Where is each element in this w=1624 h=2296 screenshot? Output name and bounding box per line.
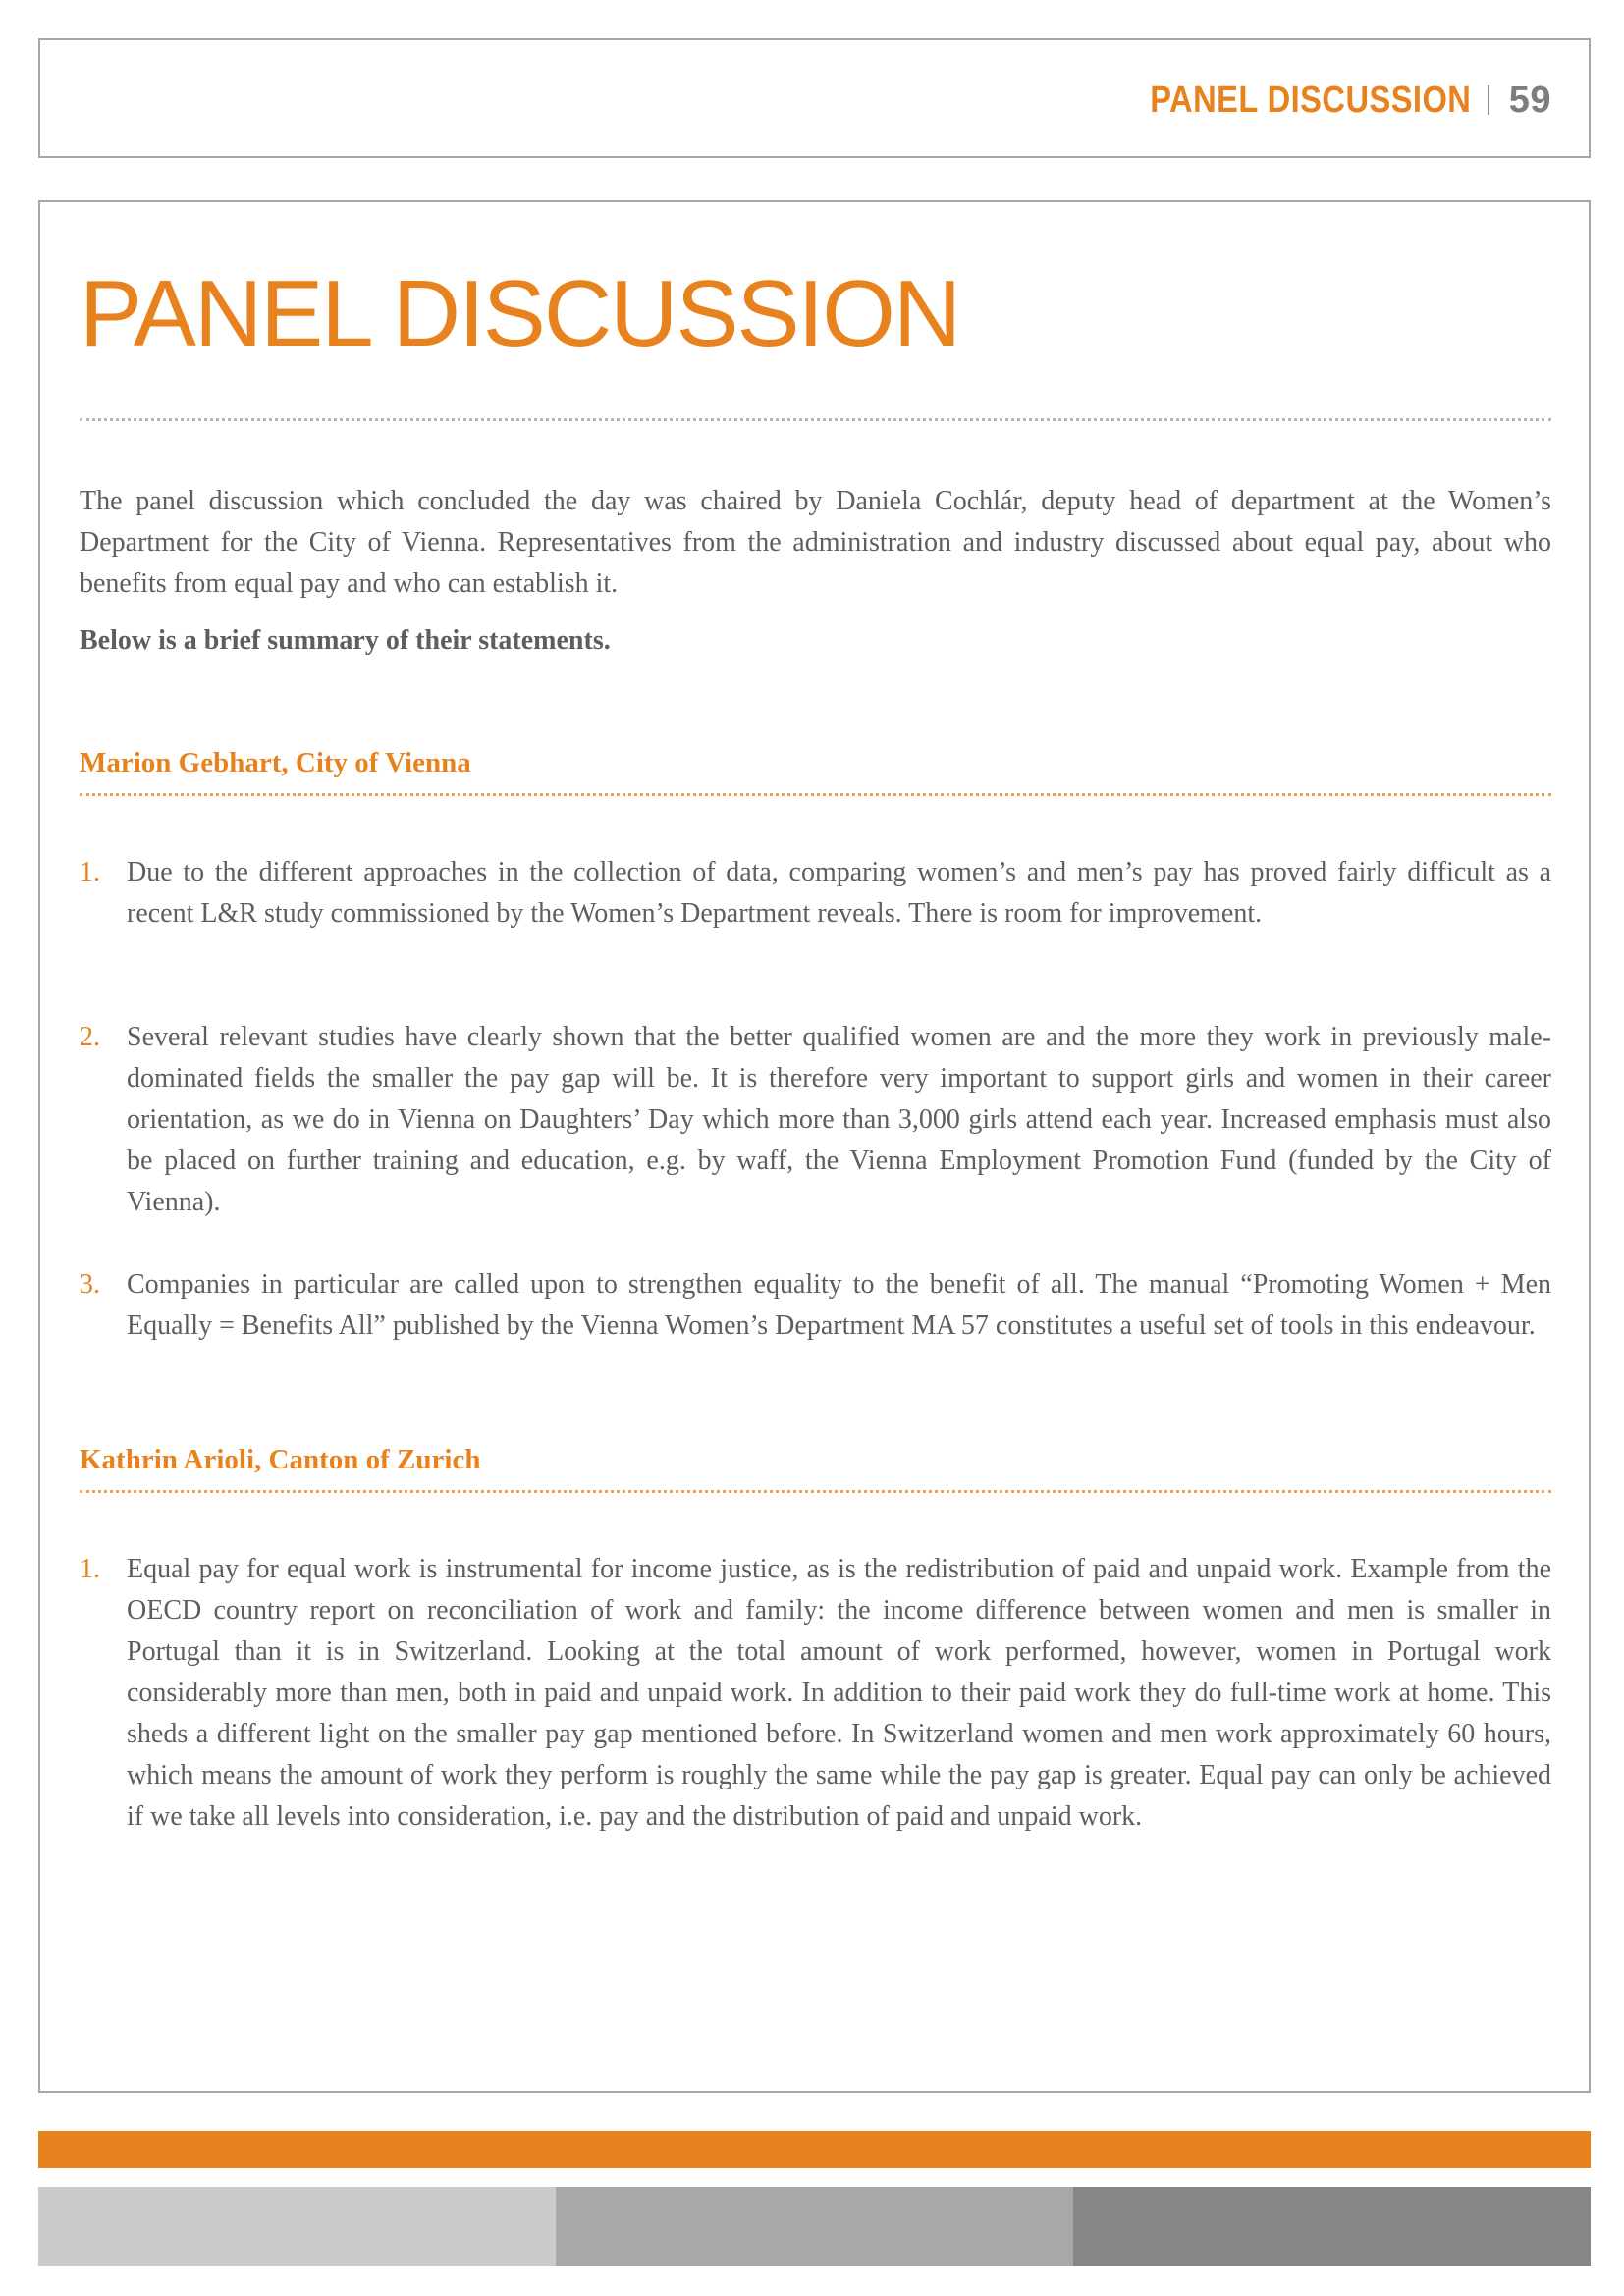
intro-paragraph: The panel discussion which concluded the day was chaired by Daniela Cochlár, deputy head of department at the Women’s Department for the City of Vienna. Representatives from the administration and industry discussed about equal pay, about who benefits from equal pay and who can establish it. [80, 486, 1551, 599]
list-item [80, 1264, 1551, 1347]
list-number: 2. [80, 1022, 100, 1052]
summary-label: Below is a brief summary of their statements. [80, 625, 611, 656]
list-text: Due to the different approaches in the collection of data, comparing women’s and men’s pay has proved fairly difficult as a recent L&R study commissioned by the Women’s Department reveals. There is room for improvement. [127, 857, 1551, 929]
page-title: PANEL DISCUSSION [80, 261, 960, 366]
list-item [80, 852, 1551, 934]
list-number: 3. [80, 1269, 100, 1300]
list-number: 1. [80, 1554, 100, 1584]
footer-bar-dark [1073, 2187, 1591, 2266]
speaker-divider [80, 793, 1551, 796]
list-number: 1. [80, 857, 100, 887]
list-text: Several relevant studies have clearly shown that the better qualified women are and the more they work in previously male-dominated fields the smaller the pay gap will be. It is therefore very important to support girls and women in their career orientation, as we do in Vienna on Daughters’ Day which more than 3,000 girls attend each year. Increased emphasis must also be placed on further training and education, e.g. by waff, the Vienna Employment Promotion Fund (funded by the City of Vienna). [127, 1022, 1551, 1217]
running-head [1098, 81, 1551, 119]
list-text: Companies in particular are called upon to strengthen equality to the benefit of all. The manual “Promoting Women + Men Equally = Benefits All” published by the Vienna Women’s Department MA 57 constitutes a useful set of tools in this endeavour. [127, 1269, 1551, 1341]
speaker-heading: Kathrin Arioli, Canton of Zurich [80, 1444, 481, 1475]
footer-bar-light [38, 2187, 556, 2266]
title-divider [80, 418, 1551, 421]
page-header [38, 38, 1591, 158]
footer-bar-mid [556, 2187, 1073, 2266]
list-text: Equal pay for equal work is instrumental for income justice, as is the redistribution of paid and unpaid work. Example from the OECD country report on reconciliation of work and family: the income difference between women and men is smaller in Portugal than it is in Switzerland. Looking at the total amount of work performed, however, women in Portugal work considerably more than men, both in paid and unpaid work. In addition to their paid work they do full-time work at home. This sheds a different light on the smaller pay gap mentioned before. In Switzerland women and men work approximately 60 hours, which means the amount of work they perform is roughly the same while the pay gap is greater. Equal pay can only be achieved if we take all levels into consideration, i.e. pay and the distribution of paid and unpaid work. [127, 1554, 1551, 1832]
speaker-divider [80, 1490, 1551, 1493]
page-number: 59 [1508, 80, 1551, 121]
running-head-section: PANEL DISCUSSION [1150, 80, 1472, 121]
list-item [80, 1017, 1551, 1223]
list-item [80, 1549, 1551, 1838]
running-head-divider [1488, 85, 1489, 115]
content-panel [38, 200, 1591, 2093]
footer-accent-bar [38, 2131, 1591, 2168]
speaker-heading: Marion Gebhart, City of Vienna [80, 747, 471, 778]
